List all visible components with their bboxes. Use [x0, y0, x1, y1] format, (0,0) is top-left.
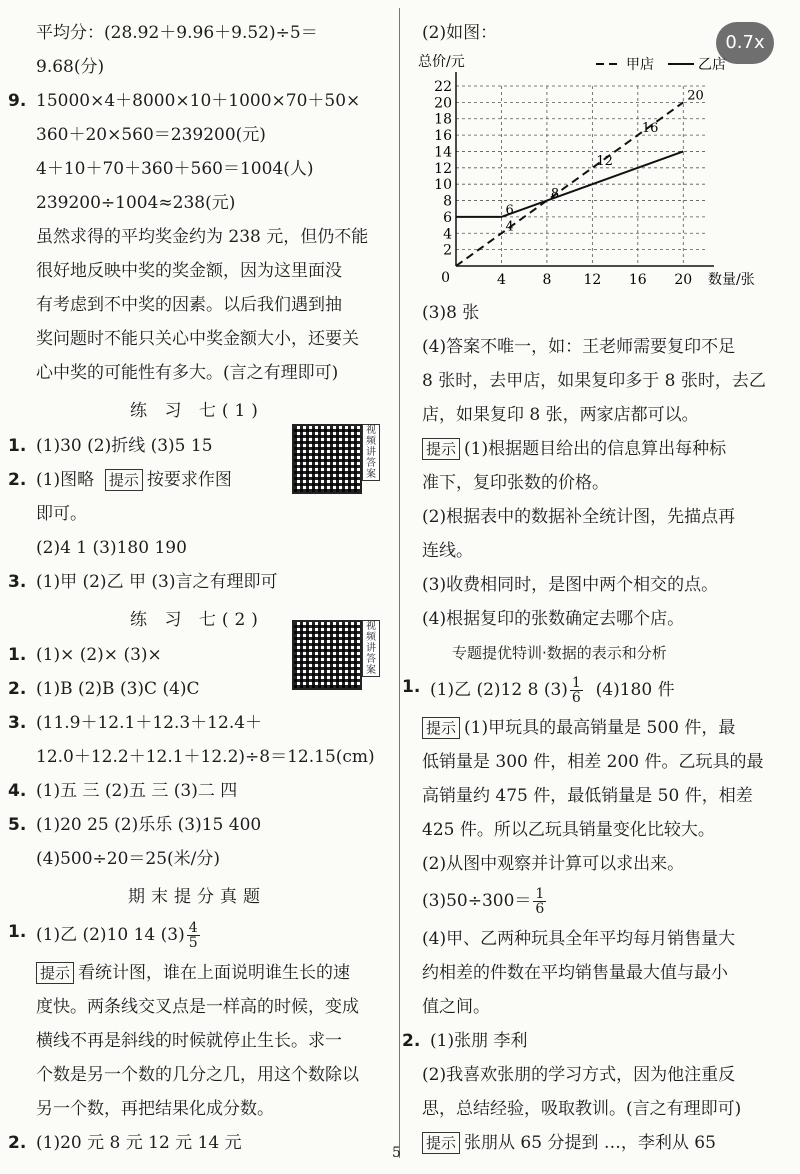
- question-number: 9.: [8, 91, 27, 111]
- numerator: 4: [188, 920, 198, 936]
- denominator: 6: [535, 901, 545, 917]
- numerator: 1: [571, 675, 581, 691]
- answer-text: (1)× (2)× (3)×: [36, 645, 162, 665]
- question-number: 2.: [8, 679, 27, 699]
- answer-1: [8, 921, 386, 950]
- text-line: (2)根据表中的数据补全统计图，先描点再: [422, 507, 736, 527]
- text-line: 奖问题时不能只关心中奖金额大小，还要关: [36, 329, 359, 349]
- question-number: 2.: [402, 1031, 421, 1051]
- answer-3: [8, 712, 386, 734]
- data-label: 16: [641, 121, 659, 137]
- text-line: 360＋20×560＝239200(元): [36, 125, 266, 145]
- text-line: 9.68(分): [36, 57, 105, 77]
- x-tick-label: 12: [583, 272, 602, 288]
- text-line: 高销量约 475 件，最低销量是 50 件，相差: [422, 786, 753, 806]
- text-line: 店，如果复印 8 张，两家店都可以。: [422, 405, 699, 425]
- section-title: 专题提优特训·数据的表示和分析: [452, 644, 667, 662]
- column-divider: [399, 8, 400, 1158]
- question-number: 1.: [8, 922, 27, 942]
- answer-text: (11.9＋12.1＋12.3＋12.4＋: [36, 713, 263, 733]
- text-line: (3)收费相同时，是图中两个相交的点。: [422, 575, 719, 595]
- text-line: [422, 887, 782, 916]
- tip-label: 提示: [36, 962, 74, 984]
- text-line: (4)根据复印的张数确定去哪个店。: [422, 609, 685, 629]
- question-number: 5.: [8, 815, 27, 835]
- y-tick-label: 8: [443, 193, 452, 210]
- tip-label: 提示: [422, 1132, 460, 1154]
- data-label: 8: [550, 186, 560, 202]
- answer-text: (1)20 25 (2)乐乐 (3)15 400: [36, 815, 262, 835]
- page-number: 5: [392, 1145, 401, 1161]
- y-tick-label: 6: [443, 209, 452, 226]
- denominator: 5: [188, 935, 198, 951]
- question-number: 2.: [8, 470, 27, 490]
- answer-text: (4)180 件: [595, 680, 675, 700]
- text-line: (4)500÷20＝25(米/分): [36, 849, 221, 869]
- answer-text: 按要求作图: [146, 470, 232, 490]
- text-line: 另一个数，再把结果化成分数。: [36, 1099, 274, 1119]
- text-line: 约相差的件数在平均销售量最大值与最小: [422, 963, 728, 983]
- tip-line: [422, 438, 782, 460]
- answer-text: (1)五 三 (2)五 三 (3)二 四: [36, 781, 238, 801]
- legend-label: 甲店: [626, 57, 654, 73]
- tip-line: [8, 962, 386, 984]
- tip-line: [422, 1132, 782, 1154]
- y-tick-label: 22: [434, 79, 452, 95]
- text-line: 425 件。所以乙玩具销量变化比较大。: [422, 820, 715, 840]
- x-tick-label: 4: [496, 272, 506, 288]
- text-line: 心中奖的可能性有多大。(言之有理即可): [36, 363, 339, 383]
- text-line: 准下，复印张数的价格。: [422, 473, 609, 493]
- numerator: 1: [535, 886, 545, 902]
- answer-text: (1)乙 (2)10 14 (3): [36, 925, 185, 945]
- tip-text: (1)甲玩具的最高销量是 500 件，最: [464, 718, 736, 738]
- text-line: 思，总结经验，吸取教训。(言之有理即可): [422, 1099, 742, 1119]
- qr-code-icon[interactable]: [292, 620, 362, 690]
- answer-text: (1)20 元 8 元 12 元 14 元: [36, 1133, 242, 1153]
- text-line: (2)如图：: [422, 23, 498, 43]
- right-column: [402, 22, 782, 1166]
- answer-text: (1)乙 (2)12 8 (3): [430, 680, 568, 700]
- data-label: 6: [505, 202, 514, 218]
- text-line: (4)甲、乙两种玩具全年平均每月销售量大: [422, 929, 736, 949]
- section-title: 练 习 七(1): [130, 401, 264, 421]
- question-number: 3.: [8, 713, 27, 733]
- answer-text: (1)甲 (2)乙 甲 (3)言之有理即可: [36, 572, 278, 592]
- text-line: 12.0＋12.2＋12.1＋12.2)÷8＝12.15(cm): [36, 747, 375, 767]
- y-tick-label: 16: [434, 128, 452, 145]
- text-line: 很好地反映中奖的奖金额，因为这里面没: [36, 261, 342, 281]
- price-line-chart: [416, 46, 766, 294]
- answer-5: [8, 814, 386, 836]
- y-tick-label: 14: [434, 144, 452, 161]
- answer-text: (1)图略: [36, 470, 95, 490]
- denominator: 6: [571, 690, 581, 706]
- y-tick-label: 12: [434, 160, 452, 177]
- question-number: 1.: [8, 436, 27, 456]
- answer-2: [8, 1132, 386, 1154]
- text-line: (2)4 1 (3)180 190: [36, 538, 187, 558]
- qr-code-icon[interactable]: [292, 424, 362, 494]
- question-number: 2.: [8, 1133, 27, 1153]
- x-axis-label: 数量/张: [708, 272, 755, 288]
- answer-4: [8, 780, 386, 802]
- fraction: [533, 887, 546, 916]
- tip-text: 张朋从 65 分提到 …，李利从 65: [464, 1133, 716, 1153]
- tip-label: 提示: [105, 469, 143, 491]
- text-line: 有考虑到不中奖的因素。以后我们遇到抽: [36, 295, 342, 315]
- qr-caption: 视频讲答案: [362, 424, 380, 481]
- text-line: (4)答案不唯一，如：王老师需要复印不足: [422, 337, 736, 357]
- text-line: 连线。: [422, 541, 473, 561]
- text-line: 平均分：(28.92＋9.96＋9.52)÷5＝: [36, 23, 318, 43]
- y-axis-label: 总价/元: [418, 54, 465, 70]
- chart-axes: [456, 72, 714, 266]
- y-tick-label: 2: [443, 242, 452, 259]
- text-line: 度快。两条线交叉点是一样高的时候，变成: [36, 997, 359, 1017]
- text-line: 即可。: [36, 504, 87, 524]
- question-number: 4.: [8, 781, 27, 801]
- y-tick-label: 4: [443, 226, 452, 243]
- section-title: 期末提分真题: [128, 887, 266, 907]
- text-line: (2)我喜欢张朋的学习方式，因为他注重反: [422, 1065, 736, 1085]
- tip-label: 提示: [422, 438, 460, 460]
- left-column: [8, 22, 386, 1166]
- question-number: 1.: [402, 677, 421, 697]
- text-line: 横线不再是斜线的时候就停止生长。求一: [36, 1031, 342, 1051]
- answer-text: (1)30 (2)折线 (3)5 15: [36, 436, 213, 456]
- answer-1: [402, 676, 782, 705]
- answer-text: (3)50÷300＝: [422, 891, 532, 911]
- fraction: [187, 921, 200, 950]
- answer-2: [402, 1030, 782, 1052]
- data-label: 4: [505, 219, 514, 235]
- legend-label: 乙店: [698, 57, 726, 73]
- text-line: 239200÷1004≈238(元): [36, 193, 236, 213]
- y-tick-label: 20: [434, 95, 452, 112]
- y-tick-label: 18: [434, 111, 452, 128]
- text-line: 虽然求得的平均奖金约为 238 元，但仍不能: [36, 227, 369, 247]
- text-line: (3)8 张: [422, 303, 480, 323]
- text-line: 个数是另一个数的几分之几，用这个数除以: [36, 1065, 359, 1085]
- x-tick-label: 16: [628, 272, 647, 288]
- answer-text: (1)B (2)B (3)C (4)C: [36, 679, 200, 699]
- fraction: [570, 676, 583, 705]
- tip-label: 提示: [422, 717, 460, 739]
- text-line: 低销量是 300 件，相差 200 件。乙玩具的最: [422, 752, 764, 772]
- data-label: 20: [687, 88, 704, 104]
- text-line: 15000×4＋8000×10＋1000×70＋50×: [36, 91, 361, 111]
- tip-text: 看统计图，谁在上面说明谁生长的速: [78, 963, 351, 983]
- answer-text: (1)张朋 李利: [430, 1031, 528, 1051]
- text-line: (2)从图中观察并计算可以求出来。: [422, 854, 685, 874]
- x-tick-label: 20: [674, 272, 693, 288]
- x-tick-label: 8: [542, 272, 552, 288]
- playback-speed-badge[interactable]: 0.7x: [716, 22, 774, 64]
- tip-text: (1)根据题目给出的信息算出每种标: [464, 439, 727, 459]
- origin-label: 0: [441, 270, 450, 286]
- text-line: 值之间。: [422, 997, 490, 1017]
- text-line: 4＋10＋70＋360＋560＝1004(人): [36, 159, 314, 179]
- data-label: 12: [596, 153, 613, 169]
- qr-caption: 视频讲答案: [362, 620, 380, 677]
- question-9: [8, 90, 386, 112]
- question-number: 3.: [8, 572, 27, 592]
- section-title: 练 习 七(2): [130, 610, 264, 630]
- question-number: 1.: [8, 645, 27, 665]
- text-line: 8 张时，去甲店，如果复印多于 8 张时，去乙: [422, 371, 766, 391]
- answer-3: [8, 571, 386, 593]
- y-tick-label: 10: [434, 177, 452, 194]
- tip-line: [422, 717, 782, 739]
